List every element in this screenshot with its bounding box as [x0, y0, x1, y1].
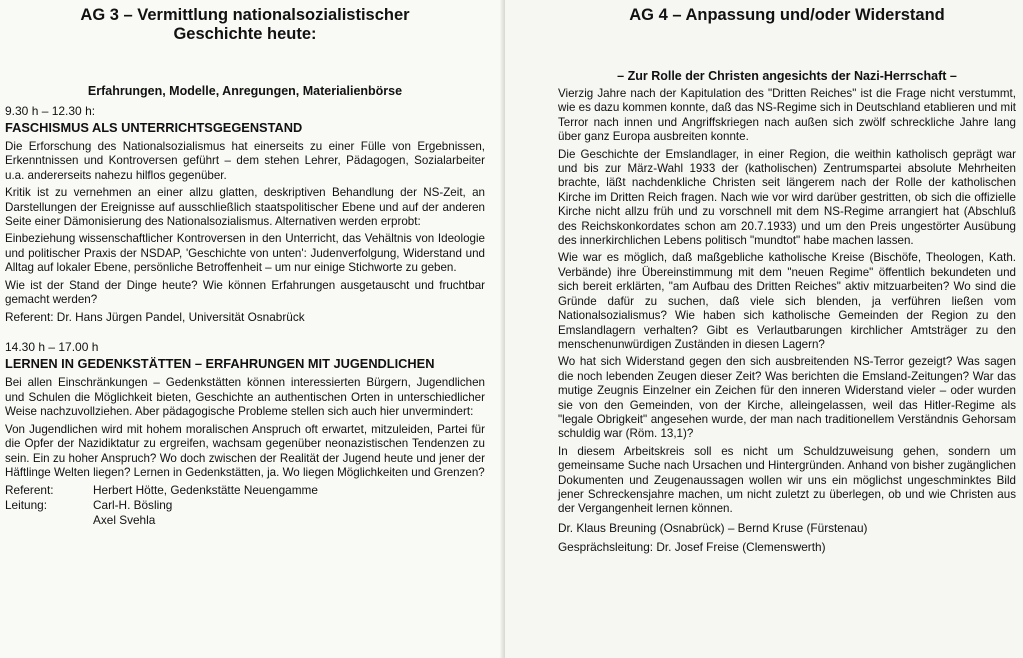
- session2-paragraph: Von Jugendlichen wird mit hohem moralischen Anspruch oft erwartet, mitzuleiden, Partei für die Opfer der Nazidiktatur zu ergreifen, wachsam gegenüber neonazistischen Tendenzen zu sein. Ein zu hoher Anspruch? Wo doch zwischen der Realität der Jugend heute und jener der Häftlinge Welten liegen? Lernen in Gedenkstätten, ja. Wo liegen Möglichkeiten und Grenzen?: [5, 422, 485, 479]
- session1-time: 9.30 h – 12.30 h:: [5, 104, 96, 118]
- ag4-paragraph: Vierzig Jahre nach der Kapitulation des "Dritten Reiches" ist die Frage nicht verstummt, wie es dazu kommen konnte, daß das NS-Regime sich in Deutschland etablieren und mit Terror nach innen und Angriffskriegen nach außen sich zwölf schreckliche Jahre lang über ganz Europa ausbreiten konnte.: [558, 87, 1016, 144]
- credit-value: Axel Svehla: [93, 513, 156, 528]
- session1-referent: Referent: Dr. Hans Jürgen Pandel, Universität Osnabrück: [5, 310, 305, 325]
- ag4-heading: AG 4 – Anpassung und/oder Widerstand: [629, 6, 945, 24]
- session1-paragraph: Wie ist der Stand der Dinge heute? Wie können Erfahrungen ausgetauscht und fruchtbar gemacht werden?: [5, 278, 485, 307]
- ag3-heading-line2: Geschichte heute:: [173, 25, 317, 43]
- session2-credits: [5, 483, 318, 528]
- session1-title: FASCHISMUS ALS UNTERRICHTSGEGENSTAND: [5, 120, 303, 135]
- ag4-paragraph: Wie war es möglich, daß maßgebliche katholische Kreise (Bischöfe, Theologen, Kath. Verbände) ihre Übereinstimmung mit dem "neuen Regime" öffentlich bekundeten und sich bereit erklärten, "am Aufbau des Dritten Reiches" aktiv mitzuarbeiten? Wo sind die Gründe dafür zu suchen, daß viele sich blenden, ja verführen ließen vom Nationalsozialismus? Wie haben sich katholische Gemeinden der Region zu den Emslandlagern verhalten? Gibt es Verlautbarungen kirchlicher Amtsträger zu den menschenunwürdigen Zuständen in diesen Lagern?: [558, 251, 1016, 351]
- ag3-heading-line1: AG 3 – Vermittlung nationalsozialistischer: [80, 6, 410, 24]
- credit-row: [5, 483, 318, 498]
- right-page: [505, 0, 1023, 658]
- ag4-speakers: Dr. Klaus Breuning (Osnabrück) – Bernd Kruse (Fürstenau): [558, 520, 868, 535]
- left-column: [5, 6, 485, 528]
- session2-title: LERNEN IN GEDENKSTÄTTEN – ERFAHRUNGEN MIT JUGENDLICHEN: [5, 356, 435, 372]
- credit-key: Leitung:: [5, 498, 47, 513]
- ag4-subheading: – Zur Rolle der Christen angesichts der Nazi-Herrschaft –: [617, 69, 957, 83]
- left-page: [0, 0, 505, 658]
- credit-value: Carl-H. Bösling: [93, 498, 173, 513]
- credit-row: [5, 513, 318, 528]
- credit-row: [5, 498, 318, 513]
- session1-paragraph: Einbeziehung wissenschaftlicher Kontroversen in den Unterricht, das Vehältnis von Ideologie und politischer Praxis der NSDAP, 'Geschichte von unten': Judenverfolgung, Widerstand und Alltag auf lokaler Ebene, persönliche Betroffenheit – um nur einige Stichworte zu geben.: [5, 232, 485, 275]
- ag4-paragraph: Wo hat sich Widerstand gegen den sich ausbreitenden NS-Terror gezeigt? Was sagen die noch lebenden Zeugen dieser Zeit? Was berichten die Emsland-Zeitungen? War das mutige Zeugnis Einzelner ein Zeichen für den inneren Widerstand vieler – oder wurden sie von den Gemeinden, von der Kirche, alleingelassen, weil das Hitler-Regime als "legale Obrigkeit" angesehen wurde, der man nach traditionellem Verständnis Gehorsam schuldig war (Röm. 13,1)?: [558, 355, 1016, 441]
- session1-paragraph: Die Erforschung des Nationalsozialismus hat einerseits zu einer Fülle von Ergebnissen, Erkenntnissen und Kontroversen geführt – dem stehen Lehrer, Pädagogen, Sozialarbeiter u.a. andererseits nahezu hilflos gegenüber.: [5, 140, 485, 182]
- session2-paragraph: Bei allen Einschränkungen – Gedenkstätten können interessierten Bürgern, Jugendlichen und Schulen die Möglichkeit bieten, Geschichte an authentischen Orten in unterschiedlicher Weise nachzuvollziehen. Aber pädagogische Probleme stellen sich auch hier unvermindert:: [5, 376, 485, 419]
- credit-value: Herbert Hötte, Gedenkstätte Neuengamme: [93, 483, 318, 498]
- ag4-moderation: Gesprächsleitung: Dr. Josef Freise (Clemenswerth): [558, 539, 826, 554]
- right-column: [558, 6, 1016, 555]
- credit-key: [5, 513, 93, 528]
- credit-key: Referent:: [5, 483, 54, 498]
- ag4-paragraph: Die Geschichte der Emslandlager, in einer Region, die weithin katholisch geprägt war und bis zur März-Wahl 1933 der (katholischen) Zentrumspartei absolute Mehrheiten brachte, läßt nachdenkliche Christen seit längerem nach der Rolle der katholischen Kirche im Dritten Reich fragen. Nach wie vor wird darüber gestritten, ob sich die offizielle Kirche nicht allzu früh und zu vorschnell mit dem NS-Regime arrangiert hat (Abschluß des Reichskonkordates schon am 20.7.1933) und um den Preis ungestörter Ausübung des innerkirchlichen Lebens politisch "mundtot" habe machen lassen.: [558, 147, 1016, 248]
- ag4-paragraph: In diesem Arbeitskreis soll es nicht um Schuldzuweisung gehen, sondern um gemeinsame Suche nach Ursachen und Hintergründen. Anhand von bisher zugänglichen Dokumenten und Zeugenaussagen wollen wir uns ein möglichst ungeschminktes Bild jener Schreckensjahre machen, um nicht zuletzt zu überlegen, ob und wie Christen aus der Vergangenheit lernen können.: [558, 444, 1016, 516]
- session1-paragraph: Kritik ist zu vernehmen an einer allzu glatten, deskriptiven Behandlung der NS-Zeit, an Darstellungen der Ereignisse auf ausschließlich staatspolitischer Ebene und auf der anderen Seite einer Dämonisierung des Nationalsozialismus. Alternativen werden erprobt:: [5, 186, 485, 229]
- session2-time: 14.30 h – 17.00 h: [5, 340, 99, 355]
- ag3-subheading: Erfahrungen, Modelle, Anregungen, Materialienbörse: [87, 84, 403, 98]
